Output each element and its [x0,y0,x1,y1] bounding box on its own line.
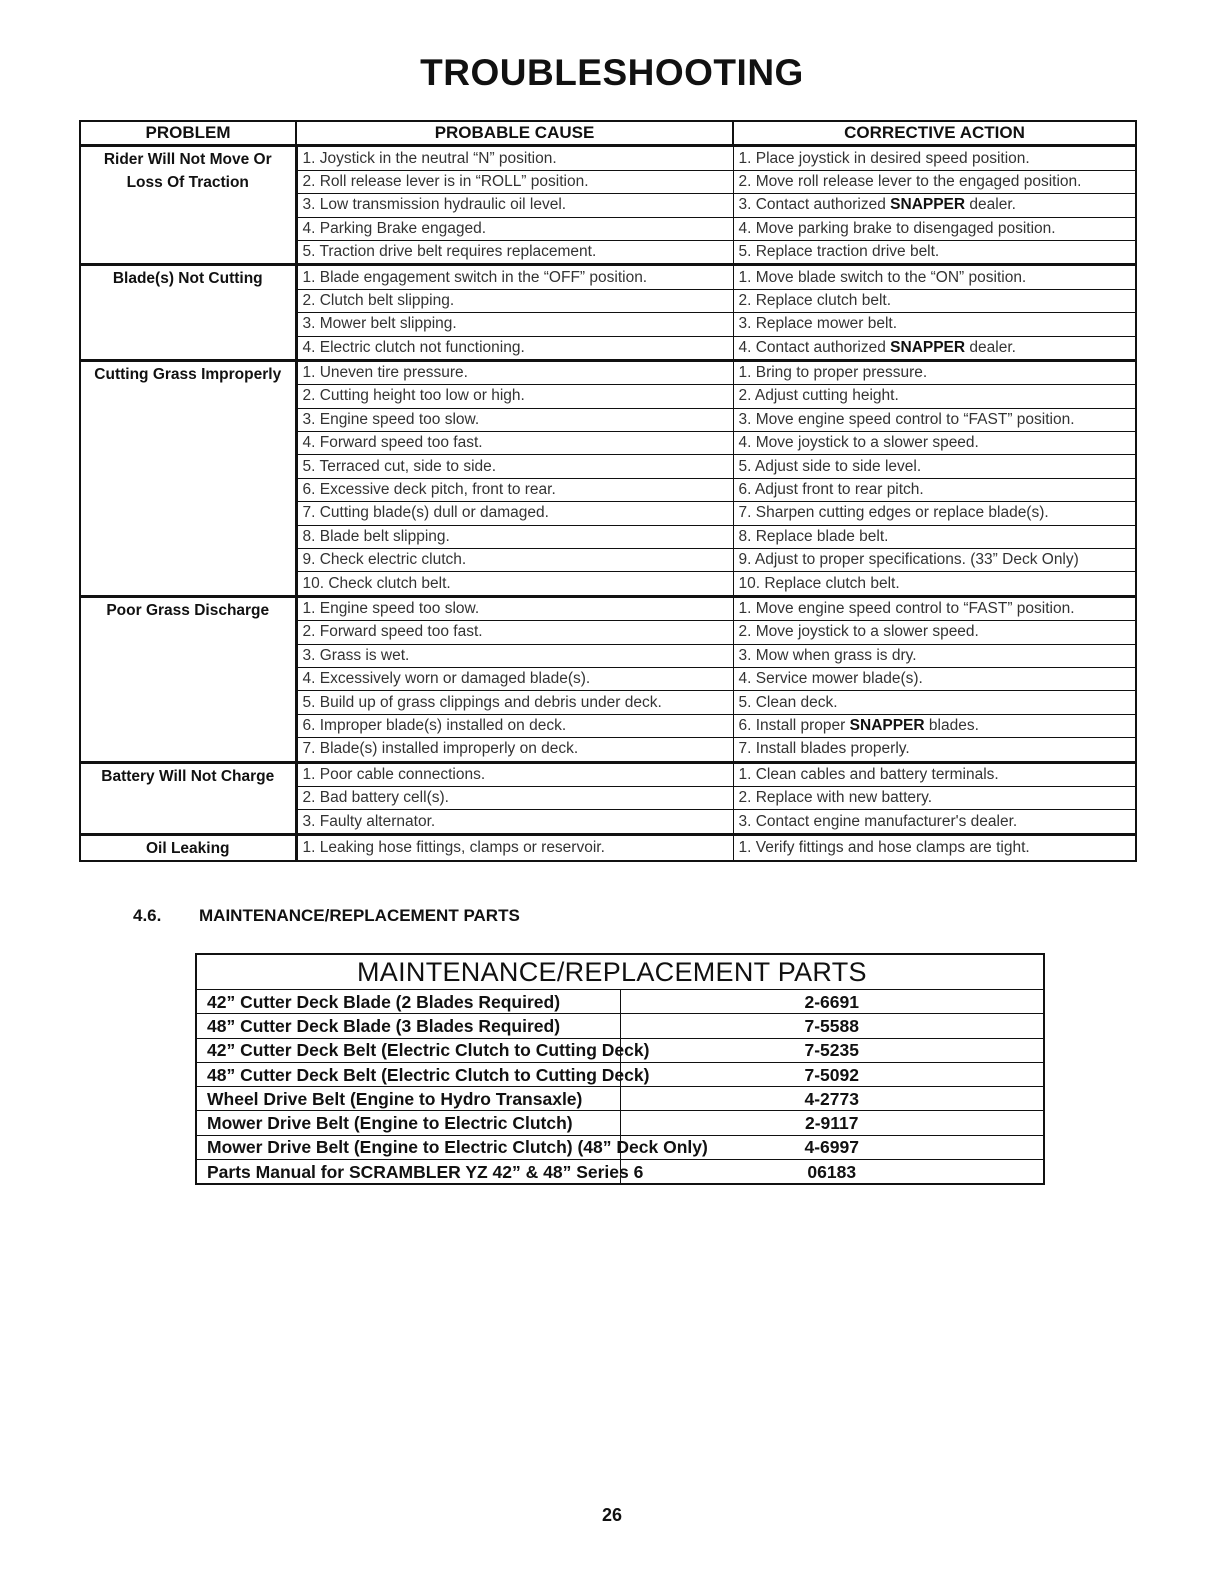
cause-cell: 2. Bad battery cell(s). [296,786,733,809]
cause-cell: 2. Roll release lever is in “ROLL” position. [296,170,733,193]
cause-cell: 1. Joystick in the neutral “N” position. [296,146,733,170]
table-row [80,265,1136,289]
action-column-header: CORRECTIVE ACTION [733,121,1136,146]
cause-cell: 1. Uneven tire pressure. [296,360,733,384]
cause-cell: 5. Traction drive belt requires replacement. [296,240,733,264]
part-description: 42” Cutter Deck Belt (Electric Clutch to Cutting Deck) [196,1038,620,1062]
troubleshooting-header-row [80,121,1136,146]
action-cell: 8. Replace blade belt. [733,525,1136,548]
cause-cell: 10. Check clutch belt. [296,572,733,596]
cause-column-header: PROBABLE CAUSE [296,121,733,146]
action-cell: 6. Adjust front to rear pitch. [733,478,1136,501]
cause-cell: 9. Check electric clutch. [296,549,733,572]
part-number: 4-2773 [620,1087,1044,1111]
table-row [80,146,1136,170]
action-cell: 1. Move blade switch to the “ON” position. [733,265,1136,289]
parts-row [196,990,1044,1014]
page-number: 26 [601,1505,623,1525]
part-description: 48” Cutter Deck Blade (3 Blades Required) [196,1014,620,1038]
parts-row [196,1014,1044,1038]
action-cell: 1. Clean cables and battery terminals. [733,762,1136,786]
parts-table-title: MAINTENANCE/REPLACEMENT PARTS [196,954,1044,990]
part-description: Wheel Drive Belt (Engine to Hydro Transaxle) [196,1087,620,1111]
part-description: Mower Drive Belt (Engine to Electric Clutch) (48” Deck Only) [196,1135,620,1159]
cause-cell: 1. Blade engagement switch in the “OFF” position. [296,265,733,289]
part-description: Mower Drive Belt (Engine to Electric Clutch) [196,1111,620,1135]
parts-row [196,1038,1044,1062]
part-number: 06183 [620,1160,1044,1185]
action-cell: 2. Adjust cutting height. [733,385,1136,408]
action-cell: 7. Sharpen cutting edges or replace blade(s). [733,502,1136,525]
parts-row [196,1062,1044,1086]
part-description: 48” Cutter Deck Belt (Electric Clutch to Cutting Deck) [196,1062,620,1086]
table-row [80,834,1136,861]
cause-cell: 5. Terraced cut, side to side. [296,455,733,478]
action-cell: 7. Install blades properly. [733,738,1136,762]
section-number: 4.6. [133,906,162,925]
action-cell: 3. Contact engine manufacturer's dealer. [733,810,1136,834]
table-row [80,360,1136,384]
parts-row [196,1160,1044,1185]
part-description: 42” Cutter Deck Blade (2 Blades Required) [196,990,620,1014]
part-description: Parts Manual for SCRAMBLER YZ 42” & 48” Series 6 [196,1160,620,1185]
cause-cell: 1. Engine speed too slow. [296,596,733,620]
cause-cell: 7. Cutting blade(s) dull or damaged. [296,502,733,525]
cause-cell: 4. Electric clutch not functioning. [296,336,733,360]
problem-cell: Blade(s) Not Cutting [80,265,296,361]
action-cell: 1. Bring to proper pressure. [733,360,1136,384]
action-cell: 1. Place joystick in desired speed position. [733,146,1136,170]
cause-cell: 4. Parking Brake engaged. [296,217,733,240]
action-cell: 4. Contact authorized SNAPPER dealer. [733,336,1136,360]
action-cell: 2. Replace with new battery. [733,786,1136,809]
parts-row [196,1135,1044,1159]
action-cell: 10. Replace clutch belt. [733,572,1136,596]
problem-column-header: PROBLEM [80,121,296,146]
table-row [80,762,1136,786]
action-cell: 2. Replace clutch belt. [733,289,1136,312]
action-cell: 3. Contact authorized SNAPPER dealer. [733,194,1136,217]
cause-cell: 3. Engine speed too slow. [296,408,733,431]
problem-cell: Poor Grass Discharge [80,596,296,762]
cause-cell: 2. Clutch belt slipping. [296,289,733,312]
part-number: 7-5092 [620,1062,1044,1086]
cause-cell: 8. Blade belt slipping. [296,525,733,548]
action-cell: 9. Adjust to proper specifications. (33” Deck Only) [733,549,1136,572]
action-cell: 3. Move engine speed control to “FAST” position. [733,408,1136,431]
cause-cell: 7. Blade(s) installed improperly on deck. [296,738,733,762]
cause-cell: 6. Excessive deck pitch, front to rear. [296,478,733,501]
action-cell: 4. Move parking brake to disengaged position. [733,217,1136,240]
cause-cell: 5. Build up of grass clippings and debris under deck. [296,691,733,714]
parts-table [195,953,1045,1185]
action-cell: 1. Move engine speed control to “FAST” position. [733,596,1136,620]
cause-cell: 4. Excessively worn or damaged blade(s). [296,667,733,690]
action-cell: 3. Replace mower belt. [733,313,1136,336]
section-title: MAINTENANCE/REPLACEMENT PARTS [199,906,520,925]
problem-cell: Cutting Grass Improperly [80,360,296,596]
action-cell: 4. Move joystick to a slower speed. [733,432,1136,455]
cause-cell: 2. Forward speed too fast. [296,621,733,644]
part-number: 4-6997 [620,1135,1044,1159]
cause-cell: 3. Low transmission hydraulic oil level. [296,194,733,217]
action-cell: 1. Verify fittings and hose clamps are tight. [733,834,1136,861]
cause-cell: 1. Leaking hose fittings, clamps or reservoir. [296,834,733,861]
problem-cell: Battery Will Not Charge [80,762,296,834]
troubleshooting-table [79,120,1137,862]
part-number: 7-5588 [620,1014,1044,1038]
troubleshooting-body [80,146,1136,861]
section-heading [133,906,520,926]
action-cell: 5. Clean deck. [733,691,1136,714]
action-cell: 6. Install proper SNAPPER blades. [733,714,1136,737]
action-cell: 2. Move joystick to a slower speed. [733,621,1136,644]
cause-cell: 3. Grass is wet. [296,644,733,667]
cause-cell: 3. Mower belt slipping. [296,313,733,336]
cause-cell: 3. Faulty alternator. [296,810,733,834]
cause-cell: 2. Cutting height too low or high. [296,385,733,408]
cause-cell: 4. Forward speed too fast. [296,432,733,455]
problem-cell: Rider Will Not Move Or Loss Of Traction [80,146,296,265]
action-cell: 4. Service mower blade(s). [733,667,1136,690]
parts-row [196,1087,1044,1111]
cause-cell: 1. Poor cable connections. [296,762,733,786]
action-cell: 5. Adjust side to side level. [733,455,1136,478]
part-number: 2-9117 [620,1111,1044,1135]
part-number: 2-6691 [620,990,1044,1014]
parts-table-title-row [196,954,1044,990]
action-cell: 3. Mow when grass is dry. [733,644,1136,667]
action-cell: 5. Replace traction drive belt. [733,240,1136,264]
part-number: 7-5235 [620,1038,1044,1062]
cause-cell: 6. Improper blade(s) installed on deck. [296,714,733,737]
problem-cell: Oil Leaking [80,834,296,861]
action-cell: 2. Move roll release lever to the engaged position. [733,170,1136,193]
parts-row [196,1111,1044,1135]
table-row [80,596,1136,620]
page-title: TROUBLESHOOTING [420,52,804,93]
